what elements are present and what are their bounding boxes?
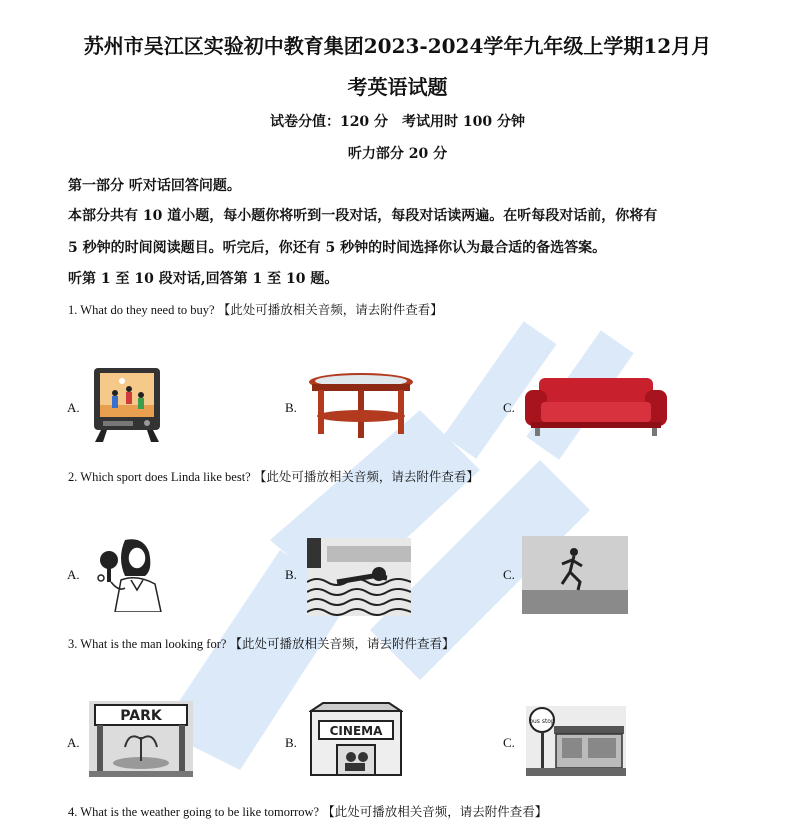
table-tennis-girl-icon (95, 536, 165, 612)
bus-stop-sign-text: bus stop (529, 718, 555, 725)
question-1-text: 1. What do they need to buy? (68, 303, 215, 317)
listening-info: 听力部分 20 分 (347, 146, 448, 162)
running-icon (522, 536, 628, 614)
audio-note-3[interactable]: 【此处可播放相关音频，请去附件查看】 (229, 636, 455, 651)
option-2a-label[interactable]: A. (67, 567, 80, 582)
part-heading: 第一部分 听对话回答问题。 (68, 178, 241, 194)
option-1c-label[interactable]: C. (503, 400, 515, 415)
exam-title-line1: 苏州市吴江区实验初中教育集团2023-2024学年九年级上学期12月月 (83, 34, 712, 58)
coffee-table-icon (308, 372, 414, 440)
cinema-icon (309, 701, 403, 777)
option-2c-label[interactable]: C. (503, 567, 515, 582)
score-info: 试卷分值：120 分 考试用时 100 分钟 (269, 114, 526, 130)
question-2 (68, 467, 479, 485)
question-3 (68, 634, 455, 652)
park-icon (89, 701, 193, 777)
cinema-sign-text: CINEMA (329, 724, 383, 738)
audio-note-1[interactable]: 【此处可播放相关音频，请去附件查看】 (217, 302, 443, 317)
question-4 (68, 802, 547, 820)
instructions-line2: 5 秒钟的时间阅读题目。听完后，你还有 5 秒钟的时间选择你认为最合适的备选答案。 (68, 240, 607, 256)
instructions-line1: 本部分共有 10 道小题，每小题你将听到一段对话，每段对话读两遍。在听每段对话前，你将有 (68, 208, 658, 224)
exam-title-line2: 考英语试题 (347, 75, 448, 99)
audio-note-4[interactable]: 【此处可播放相关音频，请去附件查看】 (322, 804, 548, 819)
option-3c-label[interactable]: C. (503, 735, 515, 750)
option-1b-label[interactable]: B. (285, 400, 297, 415)
option-3b-label[interactable]: B. (285, 735, 297, 750)
park-sign-text: PARK (120, 708, 162, 724)
question-4-text: 4. What is the weather going to be like tomorrow? (68, 805, 320, 819)
swimming-icon (307, 538, 411, 616)
bus-stop-icon (526, 706, 626, 776)
option-1a-label[interactable]: A. (67, 400, 80, 415)
tv-icon (93, 367, 161, 443)
instructions-line3: 听第 1 至 10 段对话,回答第 1 至 10 题。 (68, 271, 339, 287)
audio-note-2[interactable]: 【此处可播放相关音频，请去附件查看】 (253, 469, 479, 484)
question-1 (68, 300, 443, 318)
sofa-icon (525, 376, 667, 436)
question-2-text: 2. Which sport does Linda like best? (68, 470, 251, 484)
option-2b-label[interactable]: B. (285, 567, 297, 582)
option-3a-label[interactable]: A. (67, 735, 80, 750)
question-3-text: 3. What is the man looking for? (68, 637, 227, 651)
